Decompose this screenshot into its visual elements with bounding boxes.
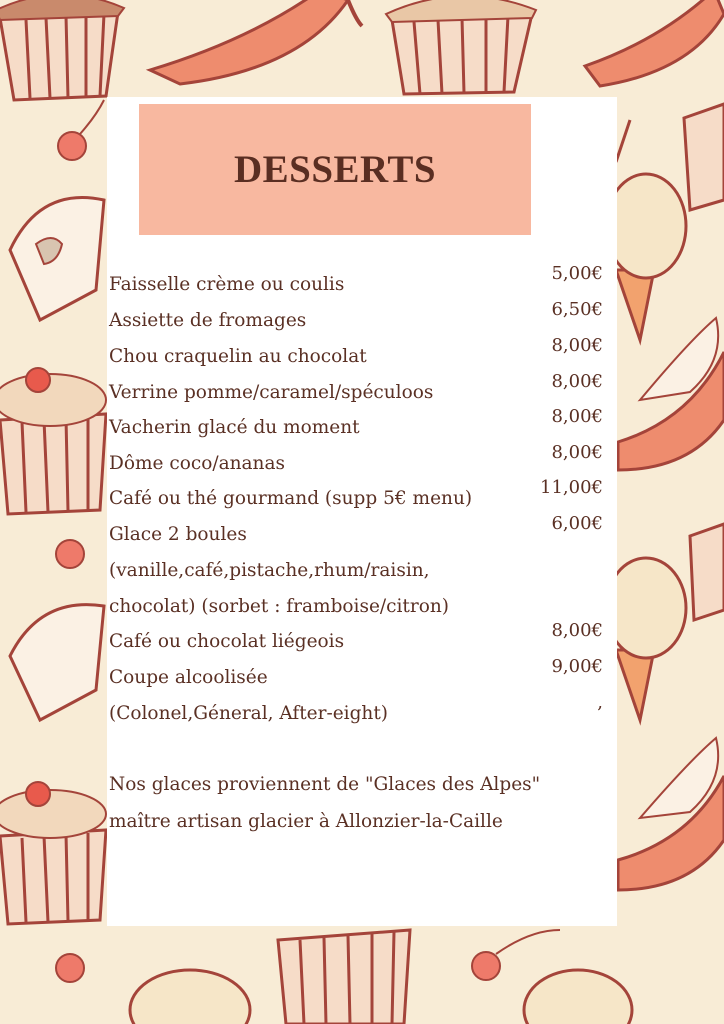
item-name: (Colonel,Géneral, After-eight) — [109, 703, 388, 724]
supplier-note: Nos glaces proviennent de "Glaces des Alpes" — [109, 774, 541, 795]
menu-item-detail — [107, 596, 607, 630]
item-price: 9,00€ — [551, 656, 603, 677]
item-name: Café ou thé gourmand (supp 5€ menu) — [109, 488, 473, 509]
item-name: Chou craquelin au chocolat — [109, 346, 367, 367]
item-price: 5,00€ — [551, 263, 603, 284]
item-price: 8,00€ — [551, 371, 603, 392]
item-name: Glace 2 boules — [109, 524, 247, 545]
page-title: DESSERTS — [233, 148, 437, 191]
menu-item — [107, 371, 607, 416]
menu-item — [107, 477, 607, 522]
item-price: 8,00€ — [551, 406, 603, 427]
menu-item — [107, 620, 607, 665]
menu-item-detail — [107, 692, 607, 737]
item-name: Faisselle crème ou coulis — [109, 274, 345, 295]
item-price: 11,00€ — [540, 477, 603, 498]
menu-item — [107, 299, 607, 344]
cupcake-illustration — [278, 930, 410, 1024]
item-name: Verrine pomme/caramel/spéculoos — [109, 382, 434, 403]
item-name: Assiette de fromages — [109, 310, 307, 331]
menu-card — [107, 97, 617, 926]
menu-item — [107, 335, 607, 380]
item-price: , — [597, 692, 603, 713]
menu-item — [107, 442, 607, 487]
item-name: (vanille,café,pistache,rhum/raisin, — [109, 560, 430, 581]
item-name: Café ou chocolat liégeois — [109, 631, 345, 652]
menu-item — [107, 263, 607, 308]
item-price: 6,50€ — [551, 299, 603, 320]
title-banner — [139, 104, 531, 235]
cupcake-illustration — [0, 0, 124, 100]
item-name: chocolat) (sorbet : framboise/citron) — [109, 596, 449, 617]
item-name: Vacherin glacé du moment — [109, 417, 360, 438]
menu-item — [107, 513, 607, 558]
menu-item — [107, 656, 607, 701]
item-name: Coupe alcoolisée — [109, 667, 268, 688]
item-price: 8,00€ — [551, 335, 603, 356]
item-price: 8,00€ — [551, 442, 603, 463]
supplier-note: maître artisan glacier à Allonzier-la-Caille — [109, 811, 503, 832]
item-price: 8,00€ — [551, 620, 603, 641]
item-price: 6,00€ — [551, 513, 603, 534]
menu-item — [107, 406, 607, 451]
menu-item-detail — [107, 560, 607, 594]
item-name: Dôme coco/ananas — [109, 453, 285, 474]
cupcake-illustration — [386, 0, 536, 94]
